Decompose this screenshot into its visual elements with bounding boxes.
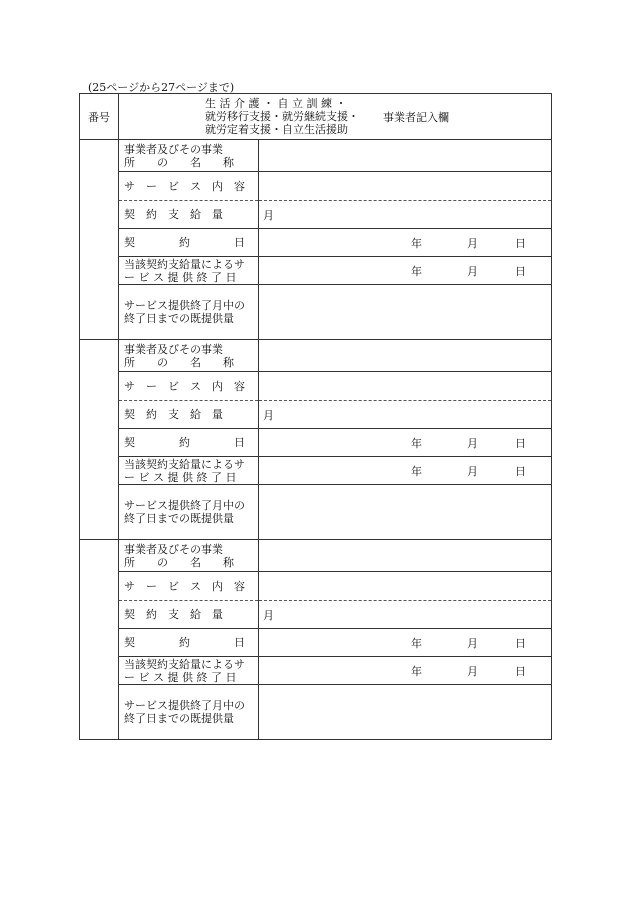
services-header [119,97,359,136]
prior-label-line1: サービス提供終了月中の [124,499,245,512]
prior-label-line2: 終了日までの既提供量 [124,712,234,725]
contract-date-label: 契 約 日 [119,229,259,257]
prior-amount-field[interactable] [259,685,552,740]
block-1-contract-date-row [80,229,552,257]
contract-amount-label: 契 約 支 給 量 [119,401,259,429]
prior-label-line2: 終了日までの既提供量 [124,512,234,525]
page-range-note: (25ページから27ページまで) [88,81,235,94]
service-content-label: サ ー ビ ス 内 容 [119,572,259,601]
month-unit: 月 [263,208,274,222]
block-3-provider-row [80,540,552,572]
prior-label-line1: サービス提供終了月中の [124,299,245,312]
prior-label-line2: 終了日までの既提供量 [124,312,234,325]
block-2-amount-row [80,401,552,429]
provider-label-line2: 所 の 名 称 [124,555,234,569]
month-unit: 月 [467,636,478,650]
provider-name-field[interactable] [259,540,552,572]
contract-amount-field[interactable] [259,401,552,429]
month-unit: 月 [467,436,478,450]
year-unit: 年 [411,236,422,250]
end-date-field[interactable] [259,457,552,485]
year-unit: 年 [411,436,422,450]
end-date-label [119,657,259,685]
end-date-label-line2: ー ビ ス 提 供 終 了 日 [124,670,237,684]
service-content-field[interactable] [259,372,552,401]
day-unit: 日 [515,264,526,278]
provider-label-line2: 所 の 名 称 [124,155,234,169]
provider-service-table [79,93,552,740]
provider-name-label [119,340,259,372]
end-date-label [119,257,259,285]
block-3-service-row [80,572,552,601]
contract-amount-label: 契 約 支 給 量 [119,201,259,229]
block-1-prior-amount-row [80,285,552,340]
contract-amount-field[interactable] [259,601,552,629]
day-unit: 日 [515,236,526,250]
year-unit: 年 [411,664,422,678]
provider-label-line1: 事業者及びその事業 [124,542,223,556]
block-1-amount-row [80,201,552,229]
month-unit: 月 [467,464,478,478]
provider-name-field[interactable] [259,140,552,172]
block-3-prior-amount-row [80,685,552,740]
block-2-number-cell[interactable] [80,340,119,540]
number-header: 番号 [80,94,119,140]
block-3-amount-row [80,601,552,629]
contract-date-label: 契 約 日 [119,429,259,457]
service-content-field[interactable] [259,172,552,201]
block-2-prior-amount-row [80,485,552,540]
provider-label-line1: 事業者及びその事業 [124,342,223,356]
services-header-line3: 就労定着支援・自立生活援助 [205,123,348,136]
year-unit: 年 [411,264,422,278]
block-1-number-cell[interactable] [80,140,119,340]
contract-amount-label: 契 約 支 給 量 [119,601,259,629]
year-unit: 年 [411,464,422,478]
prior-amount-label [119,685,259,740]
end-date-label-line2: ー ビ ス 提 供 終 了 日 [124,270,237,284]
block-2-contract-date-row [80,429,552,457]
contract-date-label: 契 約 日 [119,629,259,657]
month-unit: 月 [467,236,478,250]
prior-amount-field[interactable] [259,285,552,340]
contract-date-field[interactable] [259,629,552,657]
contract-date-field[interactable] [259,229,552,257]
entry-column-header: 事業者記入欄 [383,110,449,124]
end-date-field[interactable] [259,257,552,285]
block-1-end-date-row [80,257,552,285]
end-date-label-line1: 当該契約支給量によるサ [124,657,245,671]
services-header-line1: 生 活 介 護 ・ 自 立 訓 練 ・ [205,97,347,110]
month-unit: 月 [467,664,478,678]
day-unit: 日 [515,664,526,678]
block-1-provider-row [80,140,552,172]
end-date-label-line1: 当該契約支給量によるサ [124,457,245,471]
provider-name-field[interactable] [259,340,552,372]
prior-amount-label [119,285,259,340]
day-unit: 日 [515,464,526,478]
provider-name-label [119,140,259,172]
contract-date-field[interactable] [259,429,552,457]
month-unit: 月 [263,408,274,422]
services-header-line2: 就労移行支援・就労継続支援・ [205,110,359,123]
end-date-label-line1: 当該契約支給量によるサ [124,257,245,271]
provider-label-line2: 所 の 名 称 [124,355,234,369]
end-date-field[interactable] [259,657,552,685]
block-3-number-cell[interactable] [80,540,119,740]
provider-label-line1: 事業者及びその事業 [124,142,223,156]
service-content-label: サ ー ビ ス 内 容 [119,172,259,201]
prior-label-line1: サービス提供終了月中の [124,699,245,712]
month-unit: 月 [263,608,274,622]
year-unit: 年 [411,636,422,650]
header-row [80,94,552,140]
provider-name-label [119,540,259,572]
day-unit: 日 [515,636,526,650]
prior-amount-label [119,485,259,540]
block-3-end-date-row [80,657,552,685]
service-content-field[interactable] [259,572,552,601]
contract-amount-field[interactable] [259,201,552,229]
services-header-cell [119,94,552,140]
block-3-contract-date-row [80,629,552,657]
block-2-provider-row [80,340,552,372]
month-unit: 月 [467,264,478,278]
day-unit: 日 [515,436,526,450]
prior-amount-field[interactable] [259,485,552,540]
block-2-end-date-row [80,457,552,485]
service-content-label: サ ー ビ ス 内 容 [119,372,259,401]
block-1-service-row [80,172,552,201]
block-2-service-row [80,372,552,401]
end-date-label [119,457,259,485]
end-date-label-line2: ー ビ ス 提 供 終 了 日 [124,470,237,484]
